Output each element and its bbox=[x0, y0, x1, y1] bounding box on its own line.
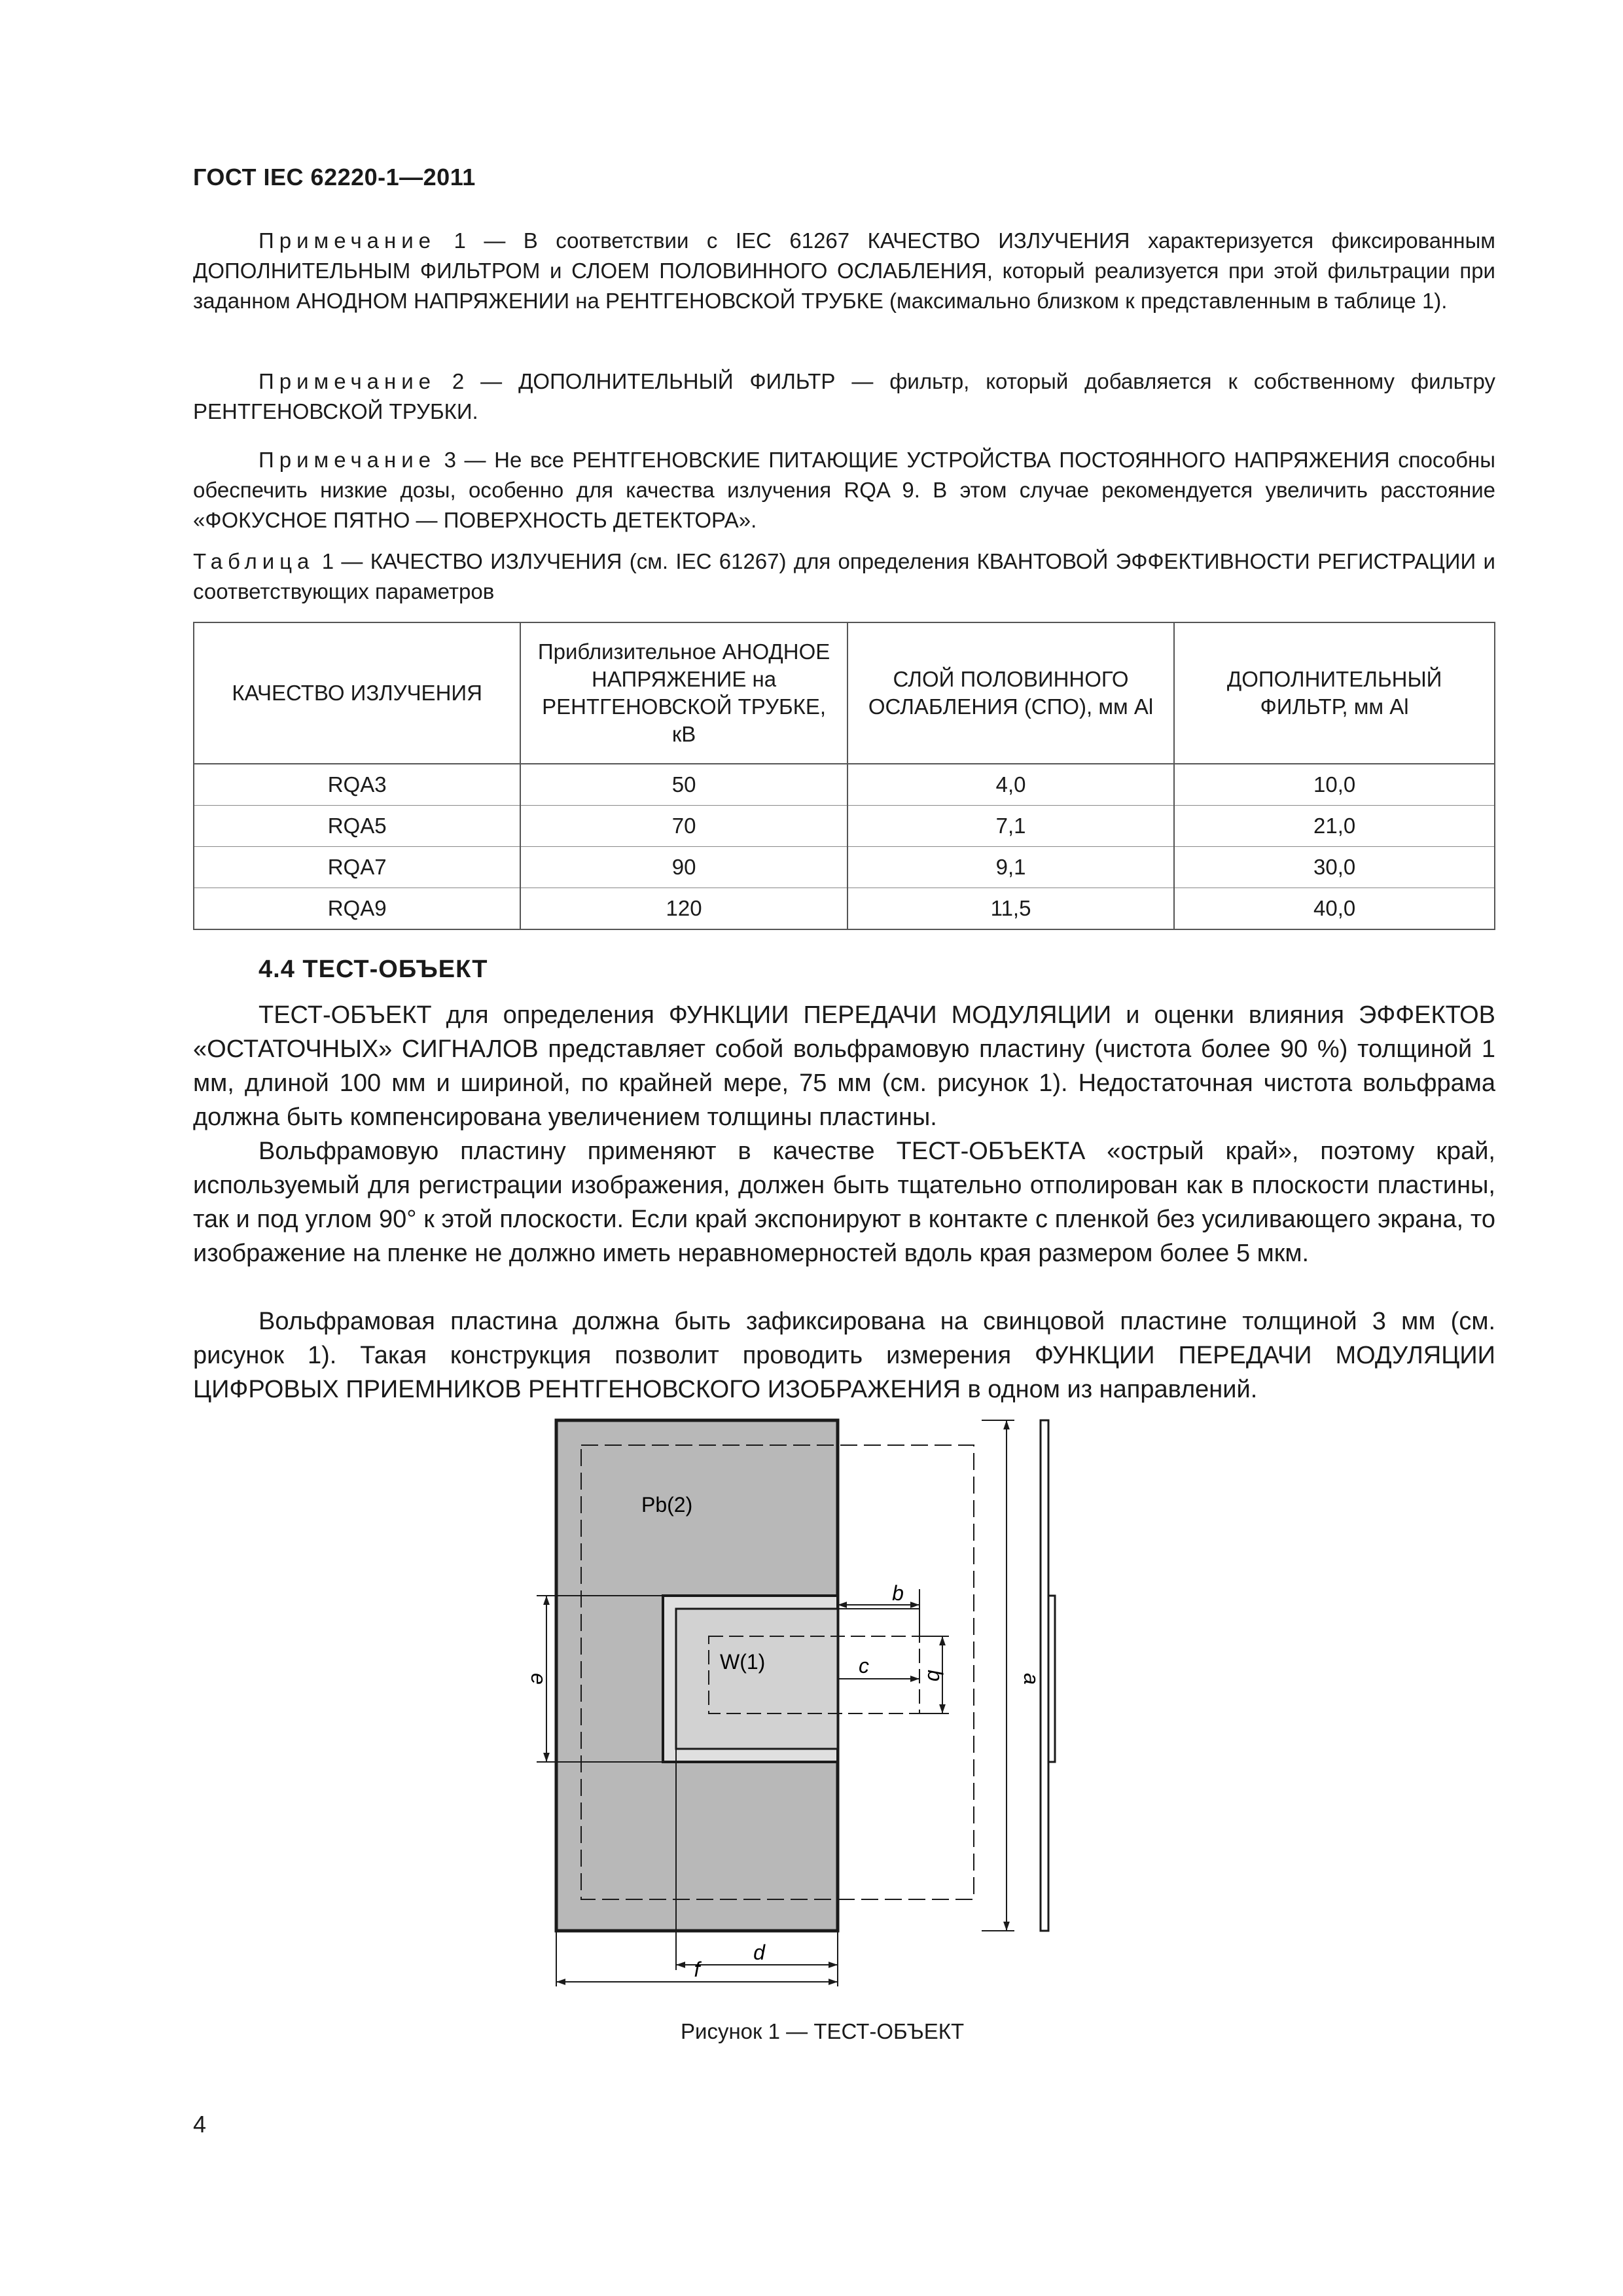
table-header-cell: Приблизительное АНОДНОЕ НАПРЯЖЕНИЕ на РЕНТГЕНОВСКОЙ ТРУБКЕ, кВ bbox=[520, 622, 847, 764]
paragraph-1: ТЕСТ-ОБЪЕКТ для определения ФУНКЦИИ ПЕРЕДАЧИ МОДУЛЯЦИИ и оценки влияния ЭФФЕКТОВ «ОСТАТОЧНЫХ» СИГНАЛОВ представляет собой вольфрамовую пластину (чистота более 90 %) толщиной 1 мм, длиной 100 мм и шириной, по крайней мере, 75 мм (см. рисунок 1). Недостаточная чистота вольфрама должна быть компенсирована увеличением толщины пластины. bbox=[193, 1001, 1495, 1131]
note-1-text: 1 — В соответствии с IEC 61267 КАЧЕСТВО ИЗЛУЧЕНИЯ характеризуется фиксированным ДОПОЛНИТЕЛЬНЫМ ФИЛЬТРОМ и СЛОЕМ ПОЛОВИННОГО ОСЛАБЛЕНИЯ, который реализуется при этой фильтрации при заданном АНОДНОМ НАПРЯЖЕНИИ на РЕНТГЕНОВСКОЙ ТРУБКЕ (максимально близком к представленным в таблице 1). bbox=[193, 228, 1495, 313]
label-e: e bbox=[527, 1673, 550, 1685]
label-d: d bbox=[753, 1941, 765, 1964]
side-view-tungsten bbox=[1048, 1596, 1055, 1762]
table-cell: 120 bbox=[520, 888, 847, 930]
label-b-top: b bbox=[892, 1581, 904, 1605]
table-row bbox=[194, 806, 1495, 847]
table-header-cell: СЛОЙ ПОЛОВИННОГО ОСЛАБЛЕНИЯ (СПО), мм Al bbox=[847, 622, 1174, 764]
paragraph-3: Вольфрамовая пластина должна быть зафиксирована на свинцовой пластине толщиной 3 мм (см. рисунок 1). Такая конструкция позволит проводить измерения ФУНКЦИИ ПЕРЕДАЧИ МОДУЛЯЦИИ ЦИФРОВЫХ ПРИЕМНИКОВ РЕНТГЕНОВСКОГО ИЗОБРАЖЕНИЯ в одном из направлений. bbox=[193, 1308, 1495, 1403]
table-header-row bbox=[194, 622, 1495, 764]
note-1 bbox=[193, 226, 1495, 316]
note-2-label: Примечание bbox=[259, 369, 437, 393]
note-3 bbox=[193, 445, 1495, 535]
table-cell: 40,0 bbox=[1174, 888, 1495, 930]
table-cell: 10,0 bbox=[1174, 764, 1495, 806]
label-lead: Pb(2) bbox=[641, 1493, 693, 1516]
label-tungsten: W(1) bbox=[720, 1650, 766, 1674]
table-row bbox=[194, 888, 1495, 930]
label-f: f bbox=[694, 1958, 700, 1981]
table-caption bbox=[193, 547, 1495, 607]
table-cell: RQA9 bbox=[194, 888, 520, 930]
table-cell: 4,0 bbox=[847, 764, 1174, 806]
note-2-text: 2 — ДОПОЛНИТЕЛЬНЫЙ ФИЛЬТР — фильтр, который добавляется к собственному фильтру РЕНТГЕНОВСКОЙ ТРУБКИ. bbox=[193, 369, 1495, 423]
note-3-label: Примечание bbox=[259, 448, 437, 472]
table-cell: 11,5 bbox=[847, 888, 1174, 930]
figure-caption: Рисунок 1 — ТЕСТ-ОБЪЕКТ bbox=[681, 2019, 965, 2043]
table-caption-label: Таблица bbox=[193, 549, 315, 573]
note-3-text: 3 — Не все РЕНТГЕНОВСКИЕ ПИТАЮЩИЕ УСТРОЙСТВА ПОСТОЯННОГО НАПРЯЖЕНИЯ способны обеспечить низкие дозы, особенно для качества излучения RQA 9. В этом случае рекомендуется увеличить расстояние «ФОКУСНОЕ ПЯТНО — ПОВЕРХНОСТЬ ДЕТЕКТОРА». bbox=[193, 448, 1495, 532]
table-row bbox=[194, 764, 1495, 806]
table-row bbox=[194, 847, 1495, 888]
table-cell: 90 bbox=[520, 847, 847, 888]
table-cell: RQA7 bbox=[194, 847, 520, 888]
note-1-label: Примечание bbox=[259, 228, 437, 253]
table-cell: 21,0 bbox=[1174, 806, 1495, 847]
table-caption-text: 1 — КАЧЕСТВО ИЗЛУЧЕНИЯ (см. IEC 61267) для определения КВАНТОВОЙ ЭФФЕКТИВНОСТИ РЕГИСТРАЦИИ и соответствующих параметров bbox=[193, 549, 1495, 603]
table-cell: 70 bbox=[520, 806, 847, 847]
radiation-quality-table bbox=[193, 622, 1495, 930]
table-cell: 50 bbox=[520, 764, 847, 806]
table-cell: 7,1 bbox=[847, 806, 1174, 847]
label-c: c bbox=[859, 1654, 869, 1677]
page-number: 4 bbox=[193, 2111, 207, 2138]
document-header: ГОСТ IEC 62220-1—2011 bbox=[193, 164, 476, 190]
test-object-figure bbox=[527, 1414, 1217, 2006]
note-2 bbox=[193, 367, 1495, 427]
label-b-side: b bbox=[923, 1670, 947, 1681]
section-title: 4.4 ТЕСТ-ОБЪЕКТ bbox=[259, 956, 488, 983]
table-cell: 9,1 bbox=[847, 847, 1174, 888]
tungsten-plate bbox=[676, 1609, 838, 1749]
test-object-diagram bbox=[527, 1414, 1217, 2003]
label-a: a bbox=[1020, 1673, 1043, 1685]
table-header-cell: ДОПОЛНИТЕЛЬНЫЙ ФИЛЬТР, мм Al bbox=[1174, 622, 1495, 764]
paragraph-2: Вольфрамовую пластину применяют в качестве ТЕСТ-ОБЪЕКТА «острый край», поэтому край, используемый для регистрации изображения, должен быть тщательно отполирован как в плоскости пластины, так и под углом 90° к этой плоскости. Если край экспонируют в контакте с пленкой без усиливающего экрана, то изображение на пленке не должно иметь неравномерностей вдоль края размером более 5 мкм. bbox=[193, 1138, 1495, 1267]
table-cell: RQA5 bbox=[194, 806, 520, 847]
table-cell: RQA3 bbox=[194, 764, 520, 806]
table-header-cell: КАЧЕСТВО ИЗЛУЧЕНИЯ bbox=[194, 622, 520, 764]
table-cell: 30,0 bbox=[1174, 847, 1495, 888]
